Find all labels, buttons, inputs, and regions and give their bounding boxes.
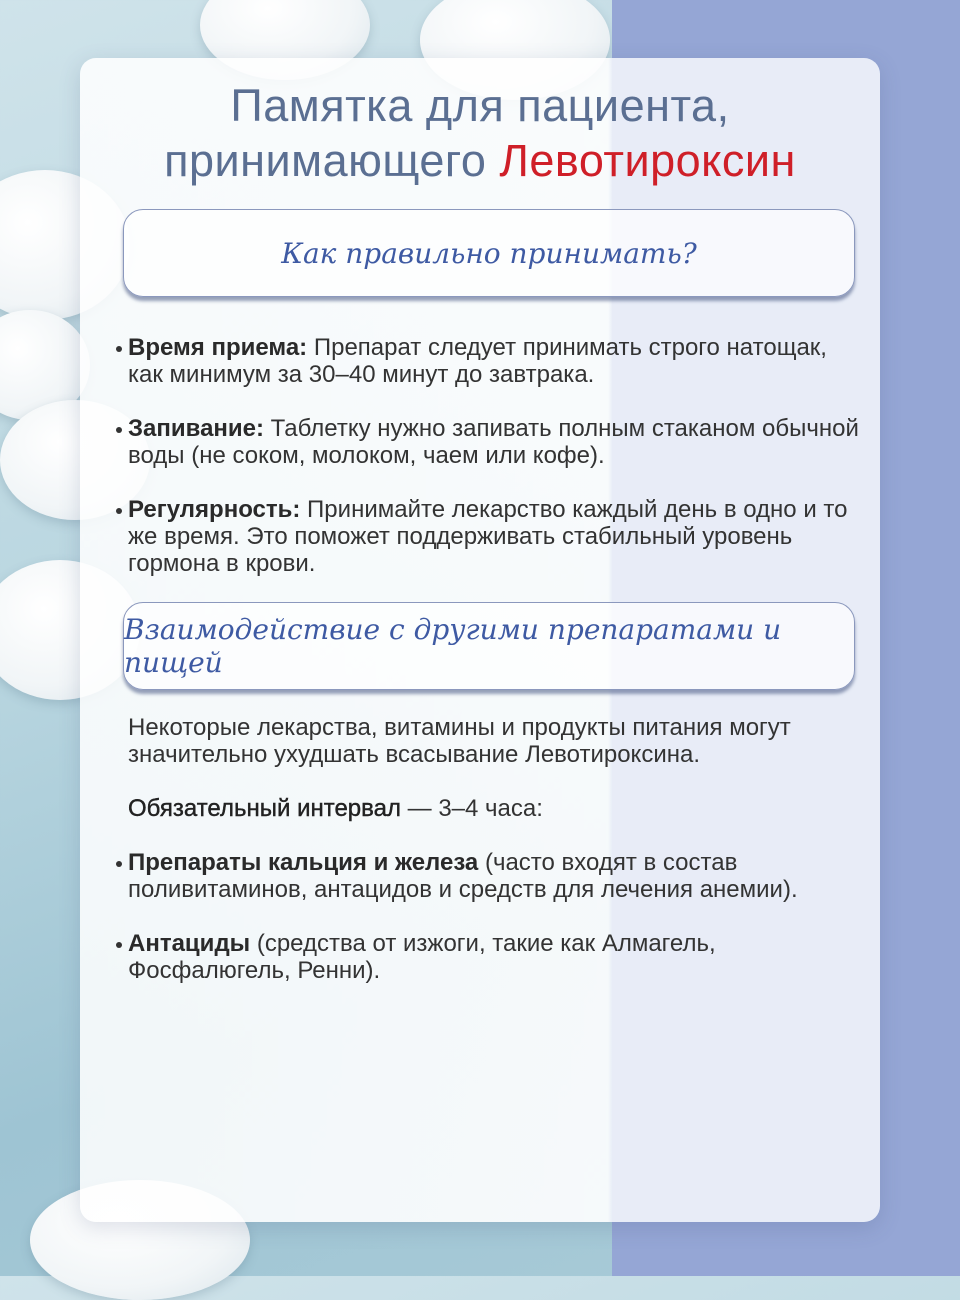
page-title: [80, 78, 880, 188]
bullet-icon: [116, 942, 122, 948]
item-text: Таблетку нужно запивать полным стаканом обычной воды (не соком, молоком, чаем или кофе).: [128, 415, 859, 469]
interval-line: [128, 795, 868, 822]
interval-label: Обязательный интервал: [128, 795, 401, 822]
interactions-content: [128, 714, 868, 984]
item-text: Принимайте лекарство каждый день в одно и то же время. Это поможет поддерживать стабильный уровень гормона в крови.: [128, 496, 848, 577]
list-item: [128, 334, 868, 388]
list-item: [128, 849, 868, 903]
item-label: Запивание:: [128, 415, 265, 442]
list-item: [128, 496, 868, 577]
item-label: Антациды: [128, 930, 251, 957]
bullet-icon: [116, 346, 122, 352]
title-line-1: Памятка для пациента,: [230, 80, 730, 131]
intro-text: Некоторые лекарства, витамины и продукты питания могут значительно ухудшать всасывание Левотироксина.: [128, 714, 791, 768]
memo-card: [80, 58, 880, 1222]
title-prefix: принимающего: [164, 135, 487, 186]
item-label: Регулярность:: [128, 496, 301, 523]
drug-name: Левотироксин: [499, 135, 796, 186]
list-item: [128, 415, 868, 469]
item-label: Препараты кальция и железа: [128, 849, 479, 876]
list-item: [128, 930, 868, 984]
interval-value: — 3–4 часа:: [400, 795, 543, 822]
item-text: Препарат следует принимать строго натощак, как минимум за 30–40 минут до завтрака.: [128, 334, 827, 388]
section-heading-how-to-take: Как правильно принимать?: [123, 209, 855, 297]
section-heading-interactions: Взаимодействие с другими препаратами и пищей: [123, 602, 855, 690]
item-text: (часто входят в состав поливитаминов, антацидов и средств для лечения анемии).: [128, 849, 798, 903]
how-to-take-list: [128, 334, 868, 577]
bullet-icon: [116, 861, 122, 867]
bullet-icon: [116, 508, 122, 514]
title-line-2: [80, 133, 880, 188]
item-label: Время приема:: [128, 334, 308, 361]
item-text: (средства от изжоги, такие как Алмагель, Фосфалюгель, Ренни).: [128, 930, 716, 984]
bullet-icon: [116, 427, 122, 433]
